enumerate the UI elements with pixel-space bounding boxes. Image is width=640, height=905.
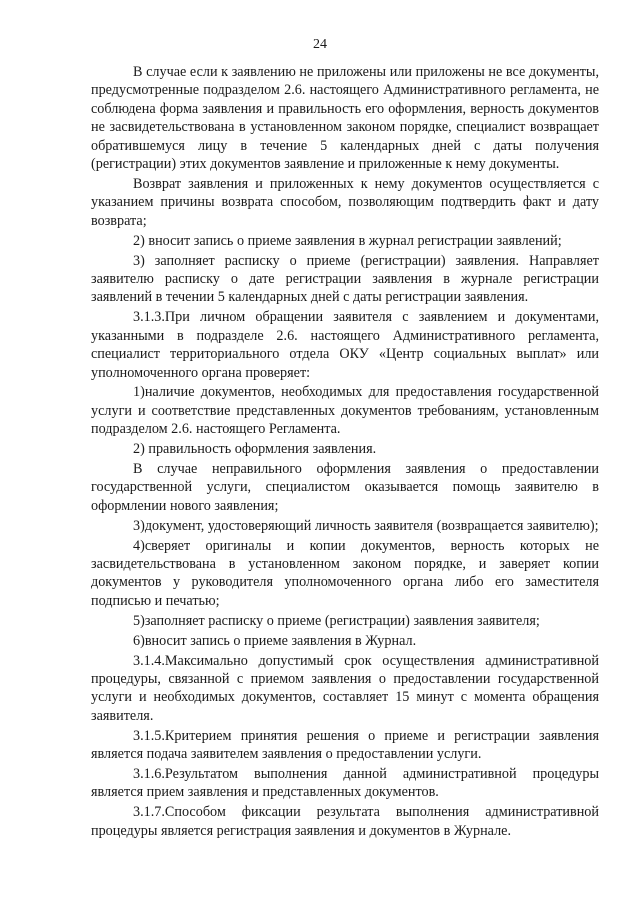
paragraph-check-3-identity: 3)документ, удостоверяющий личность заявителя (возвращается заявителю); xyxy=(133,517,599,534)
paragraph-return-method: Возврат заявления и приложенных к нему документов осуществляется с указанием причины возврата способом, позволяющим подтвердить факт и дату возврата; xyxy=(91,175,599,229)
paragraph-return-conditions: В случае если к заявлению не приложены или приложены не все документы, предусмотренные подразделом 2.6. настоящего Административного регламента, не соблюдена форма заявления и правильность его оформления, верность документов не засвидетельствована в установленном законом порядке, специалист возвращает обратившемуся лицу в течение 5 календарных дней с даты получения (регистрации) этих документов заявление и приложенные к нему документы. xyxy=(91,64,599,173)
paragraph-3-1-5: 3.1.5.Критерием принятия решения о приеме и регистрации заявления является подача заявителем заявления о предоставлении услуги. xyxy=(91,727,599,763)
paragraph-3-1-3: 3.1.3.При личном обращении заявителя с заявлением и документами, указанными в подразделе 2.6. настоящего Административного регламента, специалист территориального отдела ОКУ «Центр социальных выплат» или уполномоченного органа проверяет: xyxy=(91,309,599,381)
document-body xyxy=(91,63,599,842)
paragraph-item-3-receipt: 3) заполняет расписку о приеме (регистрации) заявления. Направляет заявителю расписку о дате регистрации заявления в журнале регистрации заявлений в течении 5 календарных дней с даты регистрации заявления. xyxy=(91,252,599,306)
paragraph-check-1-documents: 1)наличие документов, необходимых для предоставления государственной услуги и соответствие представленных документов требованиям, установленным подразделом 2.6. настоящего Регламента. xyxy=(91,384,599,438)
paragraph-check-5-receipt: 5)заполняет расписку о приеме (регистрации) заявления заявителя; xyxy=(133,612,540,629)
paragraph-incorrect-form-help: В случае неправильного оформления заявления о предоставлении государственной услуги, специалистом оказывается помощь заявителю в оформлении нового заявления; xyxy=(91,461,599,514)
page-number: 24 xyxy=(313,37,327,52)
paragraph-3-1-4: 3.1.4.Максимально допустимый срок осуществления административной процедуры, связанной с приемом заявления о предоставлении государственной услуги и необходимых документов, составляет 15 минут с момента обращения заявителя. xyxy=(91,652,599,724)
paragraph-3-1-7: 3.1.7.Способом фиксации результата выполнения административной процедуры является регистрация заявления и документов в Журнале. xyxy=(91,804,599,839)
paragraph-3-1-6: 3.1.6.Результатом выполнения данной административной процедуры является прием заявления и представленных документов. xyxy=(91,766,599,801)
paragraph-check-4-copies: 4)сверяет оригиналы и копии документов, верность которых не засвидетельствована в установленном законом порядке, и заверяет копии документов у руководителя уполномоченного органа либо его заместителя подписью и печатью; xyxy=(91,537,599,609)
paragraph-check-2-correctness: 2) правильность оформления заявления. xyxy=(133,441,377,458)
paragraph-item-2-journal: 2) вносит запись о приеме заявления в журнал регистрации заявлений; xyxy=(133,232,562,249)
paragraph-check-6-journal: 6)вносит запись о приеме заявления в Журнал. xyxy=(133,632,417,649)
